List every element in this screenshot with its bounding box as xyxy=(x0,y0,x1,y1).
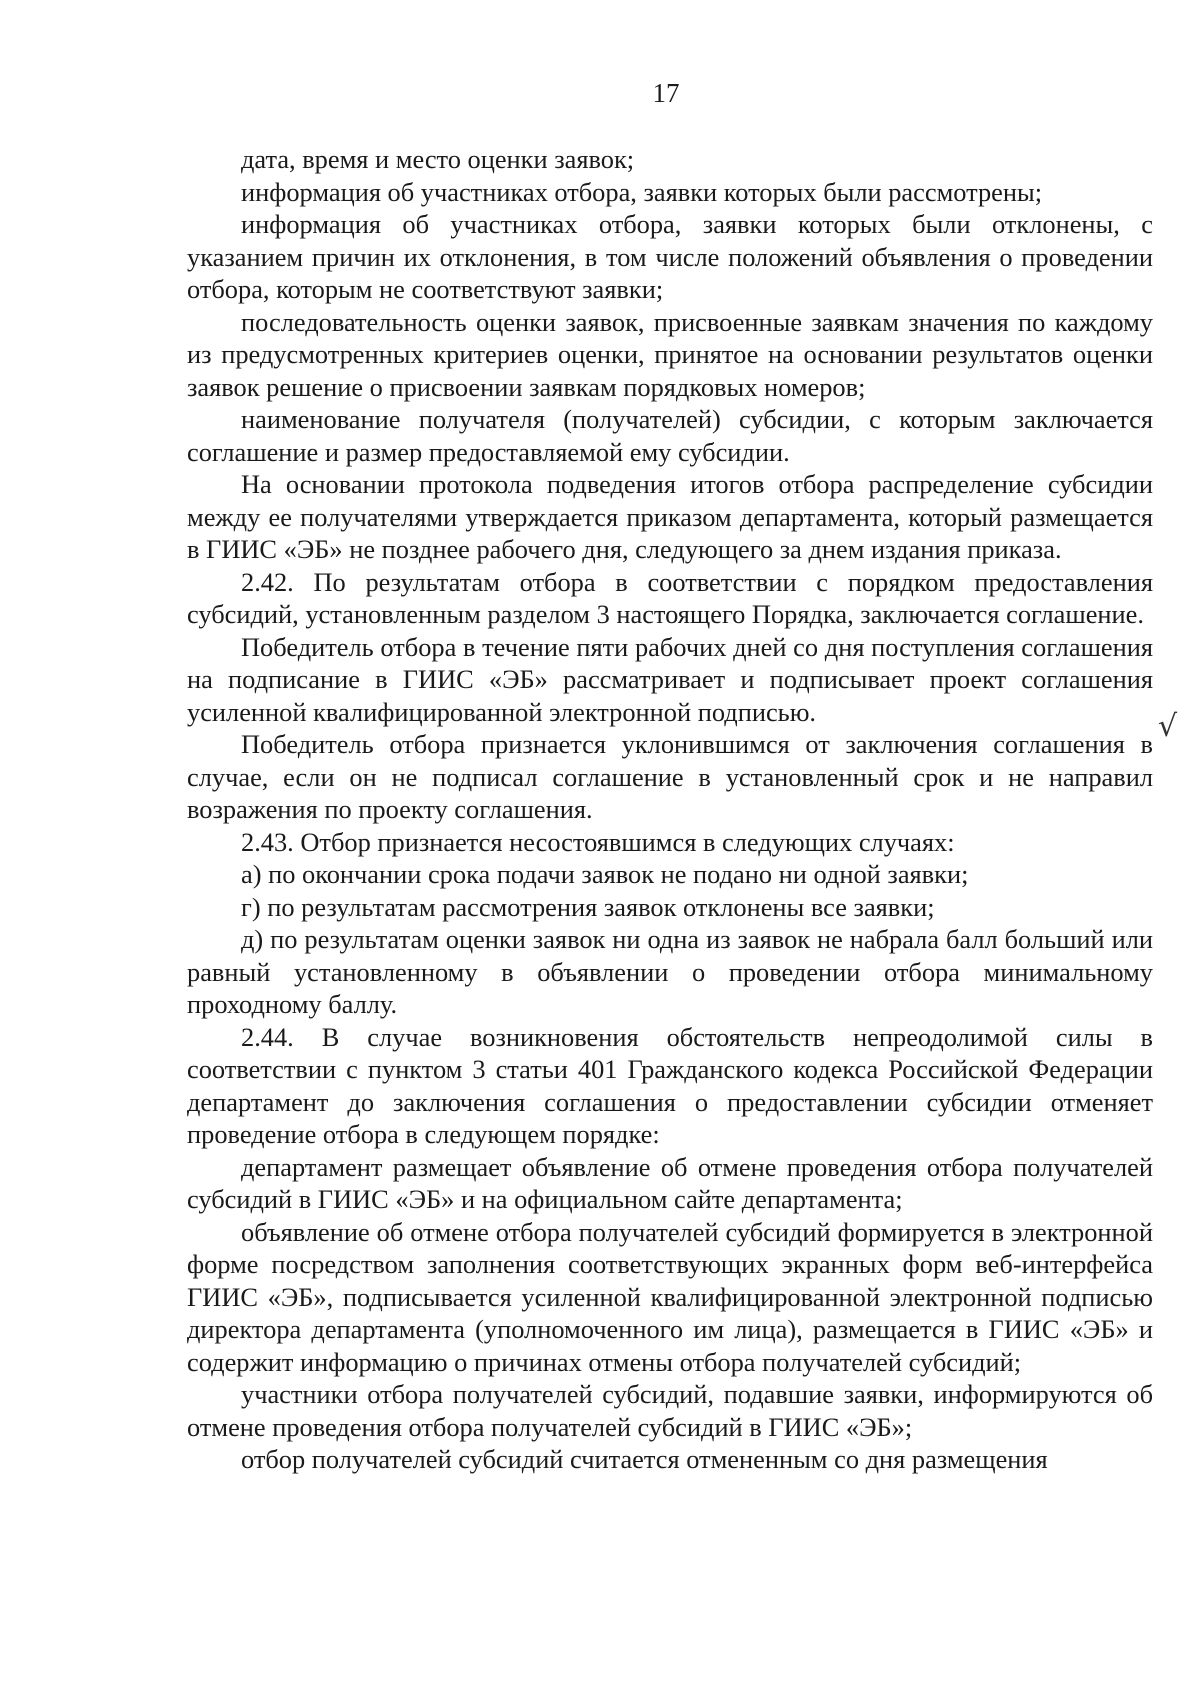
paragraph: последовательность оценки заявок, присвоенные заявкам значения по каждому из предусмотренных критериев оценки, принятое на основании результатов оценки заявок решение о присвоении заявкам порядковых номеров; xyxy=(187,306,1153,402)
paragraph: Победитель отбора в течение пяти рабочих дней со дня поступления соглашения на подписание в ГИИС «ЭБ» рассматривает и подписывает проект соглашения усиленной квалифицированной электронной подписью. xyxy=(187,631,1153,727)
paragraph: 2.42. По результатам отбора в соответствии с порядком предоставления субсидий, установленным разделом 3 настоящего Порядка, заключается соглашение. xyxy=(187,566,1153,629)
paragraph: Победитель отбора признается уклонившимся от заключения соглашения в случае, если он не подписал соглашение в установленный срок и не направил возражения по проекту соглашения. xyxy=(187,729,1153,824)
paragraph: г) по результатам рассмотрения заявок отклонены все заявки; xyxy=(241,891,935,922)
paragraph: информация об участниках отбора, заявки которых были рассмотрены; xyxy=(241,176,1043,207)
handwritten-check-icon: √ xyxy=(1158,709,1178,744)
paragraph: участники отбора получателей субсидий, подавшие заявки, информируются об отмене проведения отбора получателей субсидий в ГИИС «ЭБ»; xyxy=(187,1379,1153,1442)
paragraph: 2.43. Отбор признается несостоявшимся в следующих случаях: xyxy=(241,826,955,857)
paragraph: отбор получателей субсидий считается отмененным со дня размещения xyxy=(241,1444,1048,1474)
paragraph: наименование получателя (получателей) субсидии, с которым заключается соглашение и размер предоставляемой ему субсидии. xyxy=(187,404,1153,467)
paragraph: объявление об отмене отбора получателей субсидий формируется в электронной форме посредством заполнения соответствующих экранных форм веб-интерфейса ГИИС «ЭБ», подписывается усиленной квалифицированной электронной подписью директора департамента (уполномоченного им лица), размещается в ГИИС «ЭБ» и содержит информацию о причинах отмены отбора получателей субсидий; xyxy=(187,1216,1153,1377)
page-number: 17 xyxy=(652,78,680,108)
paragraph: а) по окончании срока подачи заявок не подано ни одной заявки; xyxy=(241,859,969,889)
paragraph: 2.44. В случае возникновения обстоятельств непреодолимой силы в соответствии с пунктом 3 статьи 401 Гражданского кодекса Российской Федерации департамент до заключения соглашения о предоставлении субсидии отменяет проведение отбора в следующем порядке: xyxy=(187,1021,1153,1149)
paragraph: информация об участниках отбора, заявки которых были отклонены, с указанием причин их отклонения, в том числе положений объявления о проведении отбора, которым не соответствуют заявки; xyxy=(187,209,1153,304)
paragraph: дата, время и место оценки заявок; xyxy=(241,144,635,174)
document-body xyxy=(187,143,1153,1476)
paragraph: департамент размещает объявление об отмене проведения отбора получателей субсидий в ГИИС «ЭБ» и на официальном сайте департамента; xyxy=(187,1151,1153,1214)
paragraph: д) по результатам оценки заявок ни одна из заявок не набрала балл больший или равный установленному в объявлении о проведении отбора минимальному проходному баллу. xyxy=(187,924,1153,1019)
paragraph: На основании протокола подведения итогов отбора распределение субсидии между ее получателями утверждается приказом департамента, который размещается в ГИИС «ЭБ» не позднее рабочего дня, следующего за днем издания приказа. xyxy=(187,469,1153,564)
